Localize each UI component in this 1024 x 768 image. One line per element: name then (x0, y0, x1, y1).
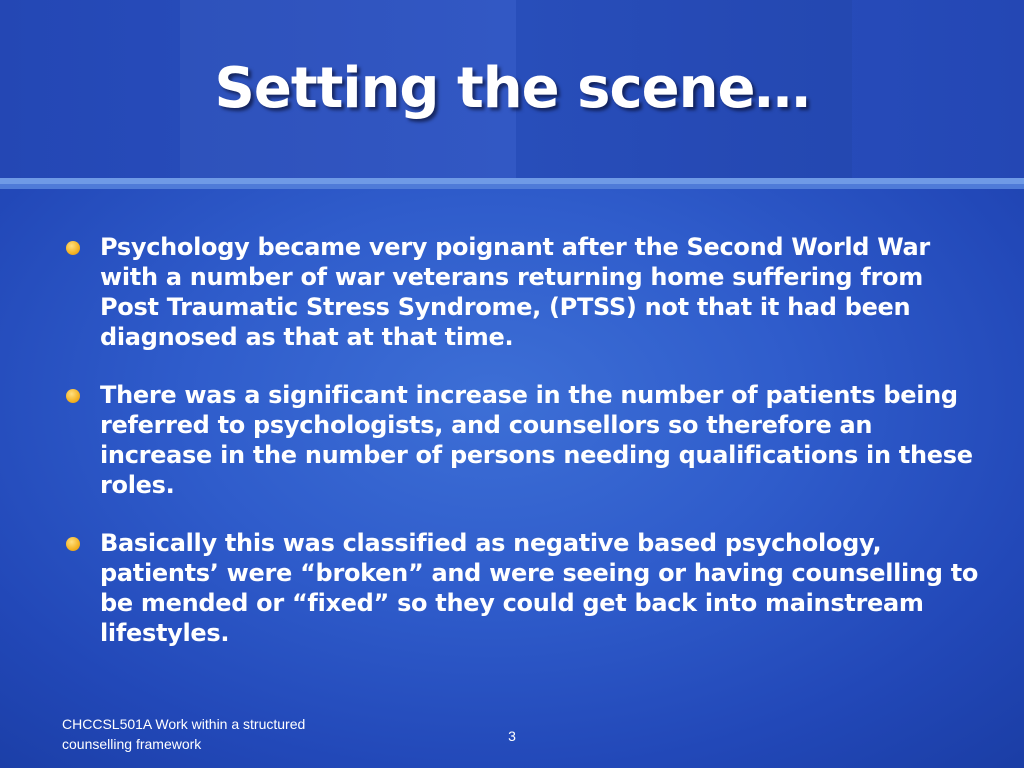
footer-course-line: counselling framework (62, 736, 202, 752)
footer-course-title (62, 714, 382, 754)
title-divider-dark (0, 184, 1024, 189)
bullet-dot-icon (66, 241, 80, 255)
page-number: 3 (508, 728, 516, 744)
bullet-text: There was a significant increase in the number of patients being referred to psychologists, and counsellors so therefore an increase in the number of persons needing qualifications in these roles. (100, 381, 973, 499)
bullet-text: Basically this was classified as negative based psychology, patients’ were “broken” and were seeing or having counselling to be mended or “fixed” so they could get back into mainstream lifestyles. (100, 529, 979, 647)
bullet-item (62, 380, 982, 500)
bullet-dot-icon (66, 389, 80, 403)
bullet-item (62, 528, 982, 648)
slide-title: Setting the scene… (214, 56, 810, 121)
bullet-text: Psychology became very poignant after the Second World War with a number of war veterans returning home suffering from Post Traumatic Stress Syndrome, (PTSS) not that it had been diagnosed as that at that time. (100, 233, 930, 351)
bullet-item (62, 232, 982, 352)
bullet-list (62, 232, 982, 676)
bullet-dot-icon (66, 537, 80, 551)
footer-course-line: CHCCSL501A Work within a structured (62, 716, 306, 732)
